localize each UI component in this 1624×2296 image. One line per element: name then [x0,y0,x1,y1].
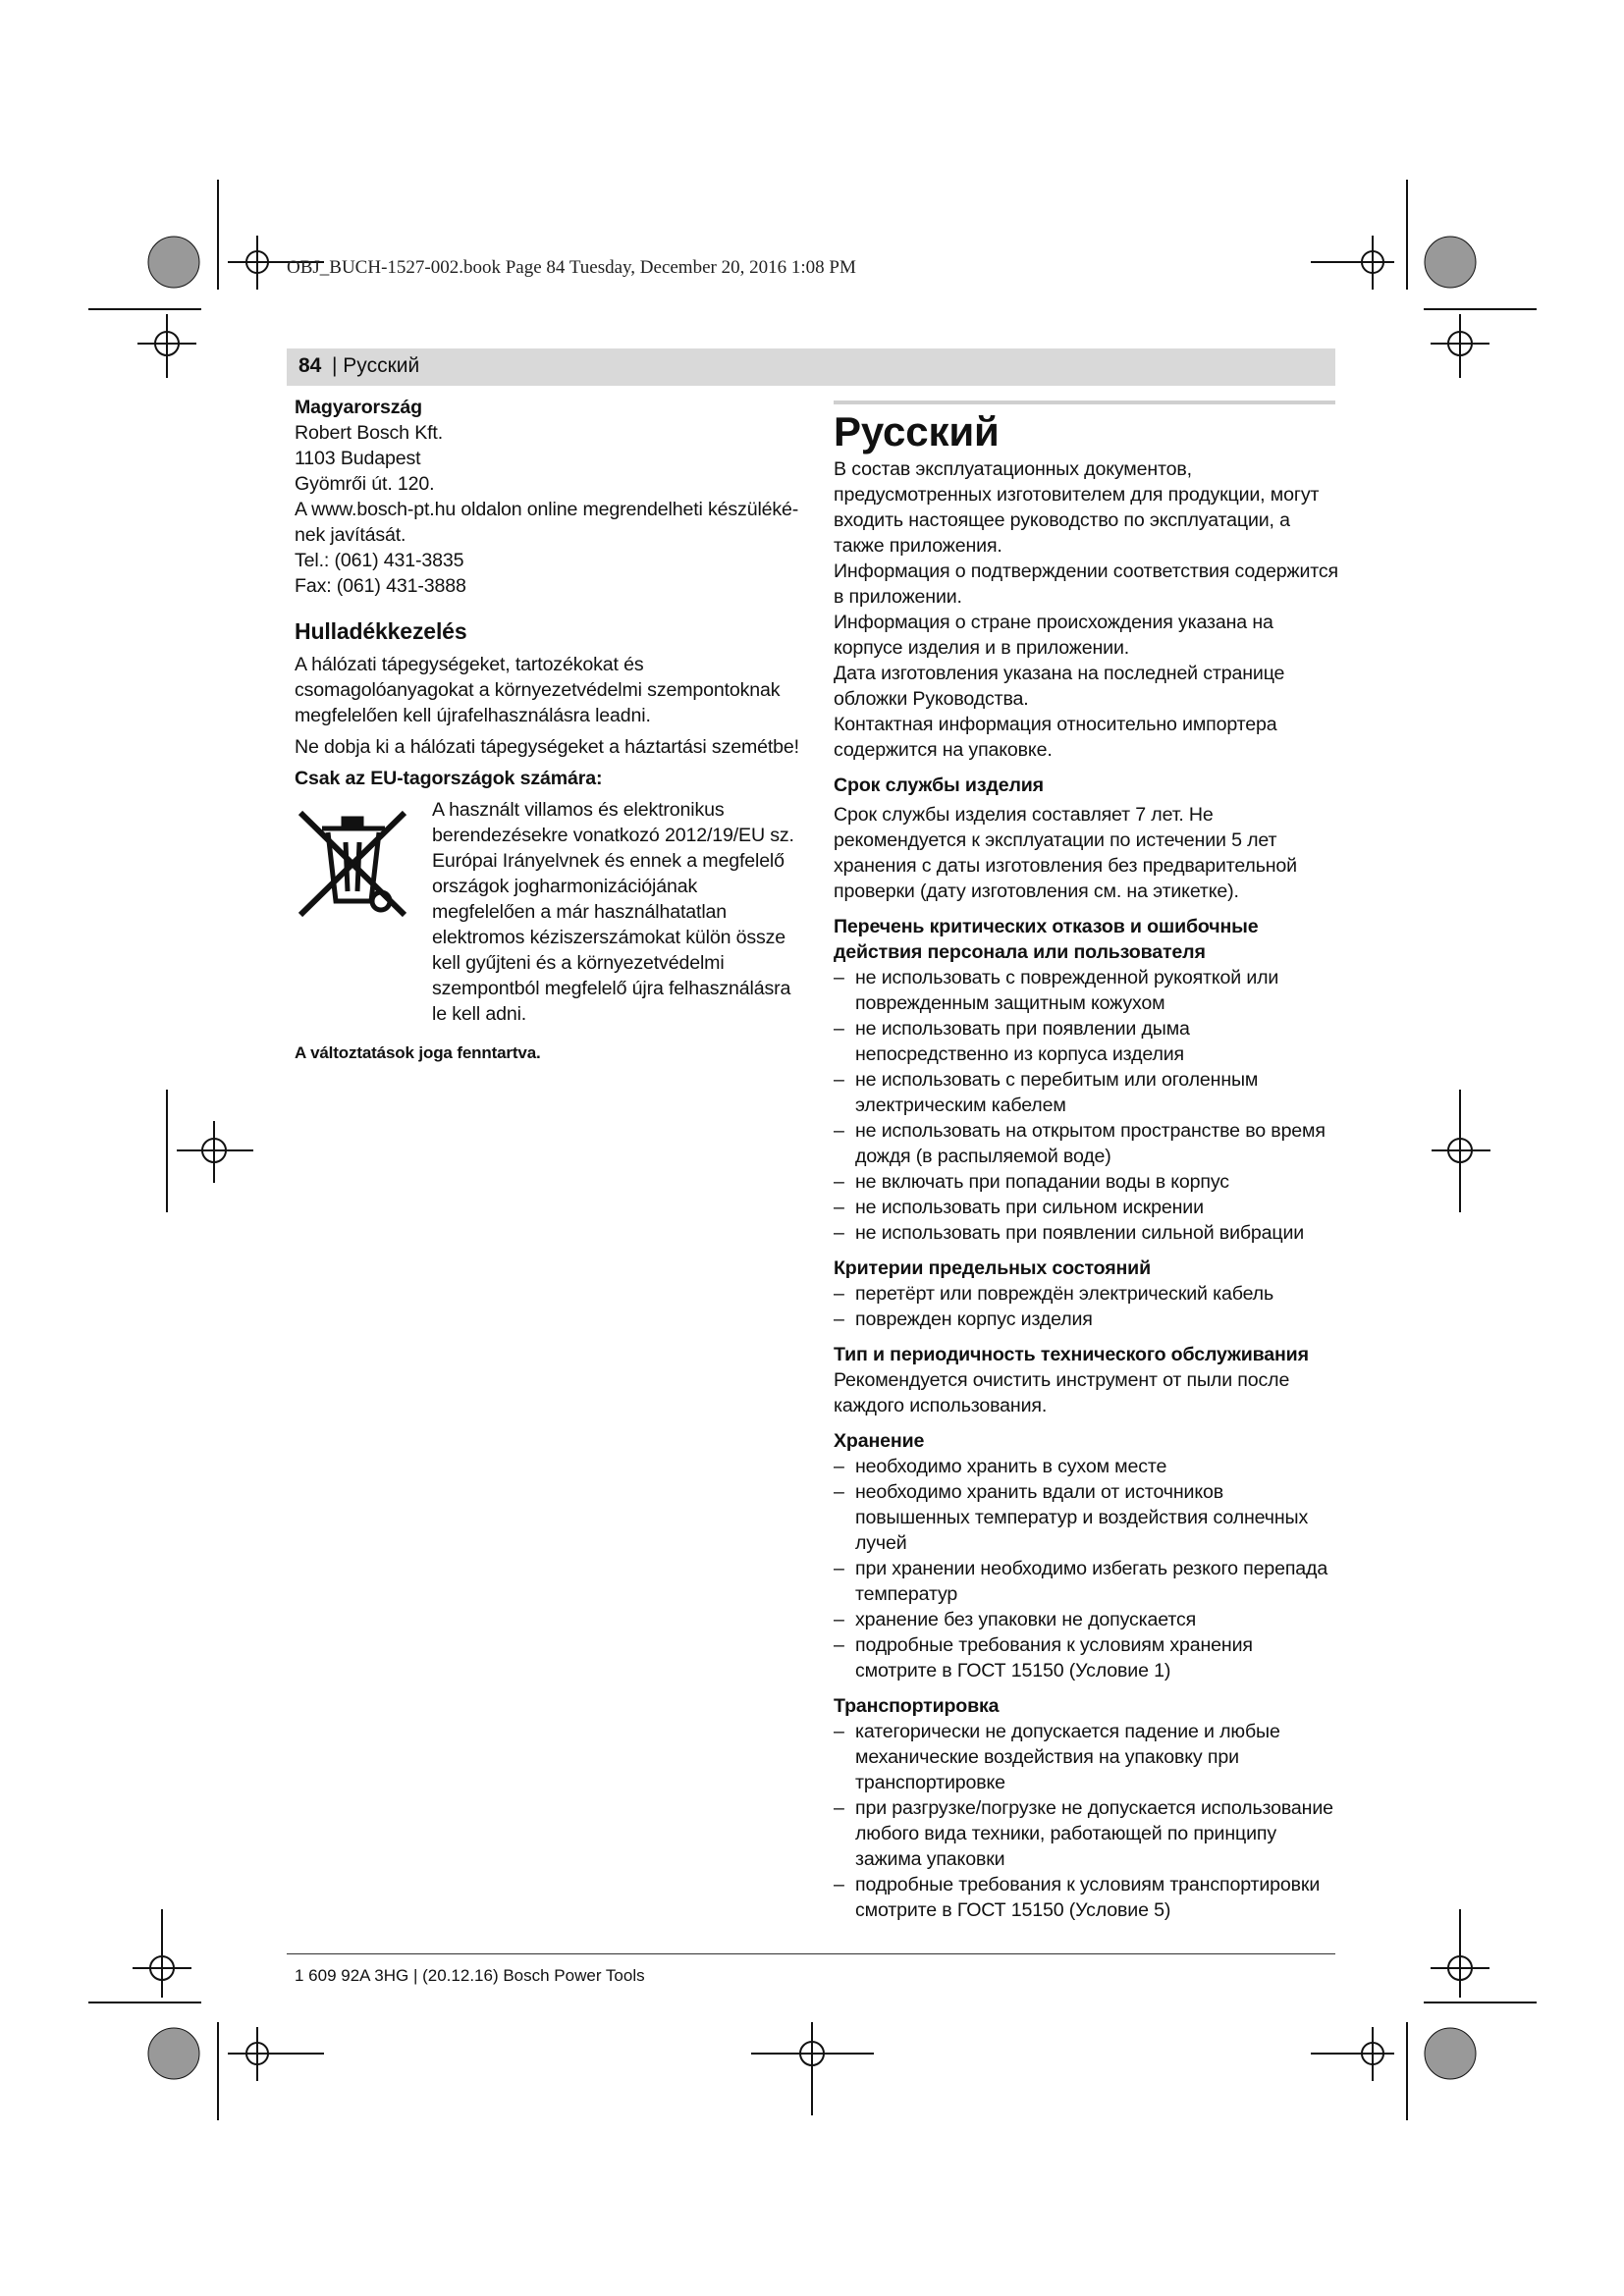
footer-rule [287,1953,1335,1954]
list-item: – при разгрузке/погрузке не допускается использование любого вида техники, работающей по принципу зажима упаковки [834,1795,1339,1872]
list-item: – не использовать с поврежденной рукояткой или поврежденным защитным кожухом [834,965,1339,1016]
address-line: A www.bosch-pt.hu oldalon online megrendelheti készüléké-nek javítását. [295,499,799,546]
list-item: – не использовать при сильном искрении [834,1195,1339,1220]
address-line: 1103 Budapest [295,448,421,469]
list-item: – подробные требования к условиям транспортировки смотрите в ГОСТ 15150 (Условие 5) [834,1872,1339,1923]
transport-list [834,1719,1339,1923]
print-slug: OBJ_BUCH-1527-002.book Page 84 Tuesday, December 20, 2016 1:08 PM [287,257,856,278]
failures-heading: Перечень критических отказов и ошибочные действия персонала или пользователя [834,916,1259,963]
list-item: – не включать при попадании воды в корпус [834,1169,1339,1195]
header-section: | Русский [332,354,420,377]
list-item: – категорически не допускается падение и любые механические воздействия на упаковку при транспортировке [834,1719,1339,1795]
section-title: Русский [834,408,1000,454]
crossed-out-bin-icon [295,805,410,923]
storage-list [834,1454,1339,1683]
intro-paragraph: Информация о стране происхождения указана на корпусе изделия и в приложении. [834,612,1273,659]
list-item: – при хранении необходимо избегать резкого перепада температур [834,1556,1339,1607]
eu-heading: Csak az EU-tagországok számára: [295,768,603,789]
eu-directive-text: A használt villamos és elektronikus berendezésekre vonatkozó 2012/19/EU sz. Európai Irányelvnek és ennek a megfelelő országok jogharmonizációjának megfelelően a már használhatatlan elektromos kéziszerszámokat külön össze kell gyűjteni és a környezetvédelmi szempontból megfelelő újra felhasználásra le kell adni. [432,799,794,1025]
limits-heading: Критерии предельных состояний [834,1257,1151,1279]
phone: Tel.: (061) 431-3835 [295,550,464,571]
list-item: – хранение без упаковки не допускается [834,1607,1339,1632]
country-heading: Magyarország [295,397,422,418]
page-number: 84 [298,354,322,377]
maintenance-text: Рекомендуется очистить инструмент от пыли после каждого использования. [834,1369,1290,1416]
list-item: – не использовать при появлении сильной вибрации [834,1220,1339,1246]
disposal-paragraph: A hálózati tápegységeket, tartozékokat és csomagolóanyagokat a környezetvédelmi szempontoknak megfelelően kell újrafelhasználásra leadni. [295,654,781,726]
rights-reserved: A változtatások joga fenntartva. [295,1043,541,1062]
section-rule [834,400,1335,404]
failures-list [834,965,1339,1246]
list-item: – необходимо хранить вдали от источников повышенных температур и воздействия солнечных лучей [834,1479,1339,1556]
intro-paragraph: Контактная информация относительно импортера содержится на упаковке. [834,714,1277,761]
address-line: Robert Bosch Kft. [295,422,444,444]
intro-paragraph: В состав эксплуатационных документов, предусмотренных изготовителем для продукции, могут входить настоящее руководство по эксплуатации, а также приложения. [834,458,1320,557]
list-item: – поврежден корпус изделия [834,1307,1339,1332]
header-section-label: Русский [343,354,420,377]
list-item: – не использовать на открытом пространстве во время дождя (в распыляемой воде) [834,1118,1339,1169]
left-column [295,395,803,1066]
storage-heading: Хранение [834,1430,925,1452]
list-item: – перетёрт или повреждён электрический кабель [834,1281,1339,1307]
list-item: – не использовать при появлении дыма непосредственно из корпуса изделия [834,1016,1339,1067]
limits-list [834,1281,1339,1332]
service-life-heading: Срок службы изделия [834,774,1044,796]
page-header [287,348,1335,386]
maintenance-heading: Тип и периодичность технического обслуживания [834,1344,1309,1365]
address-line: Gyömrői út. 120. [295,473,435,495]
right-column [834,407,1339,1923]
disposal-paragraph: Ne dobja ki a hálózati tápegységeket a háztartási szemétbe! [295,736,799,758]
service-life-text: Срок службы изделия составляет 7 лет. Не рекомендуется к эксплуатации по истечении 5 лет хранения с даты изготовления без предварительной проверки (дату изготовления см. на этикетке). [834,804,1297,902]
fax: Fax: (061) 431-3888 [295,575,466,597]
list-item: – подробные требования к условиям хранения смотрите в ГОСТ 15150 (Условие 1) [834,1632,1339,1683]
list-item: – не использовать с перебитым или оголенным электрическим кабелем [834,1067,1339,1118]
intro-paragraph: Дата изготовления указана на последней странице обложки Руководства. [834,663,1285,710]
disposal-heading: Hulladékkezelés [295,618,467,644]
page-footer: 1 609 92A 3HG | (20.12.16) Bosch Power Tools [295,1966,645,1985]
list-item: – необходимо хранить в сухом месте [834,1454,1339,1479]
intro-paragraph: Информация о подтверждении соответствия содержится в приложении. [834,561,1338,608]
transport-heading: Транспортировка [834,1695,1000,1717]
